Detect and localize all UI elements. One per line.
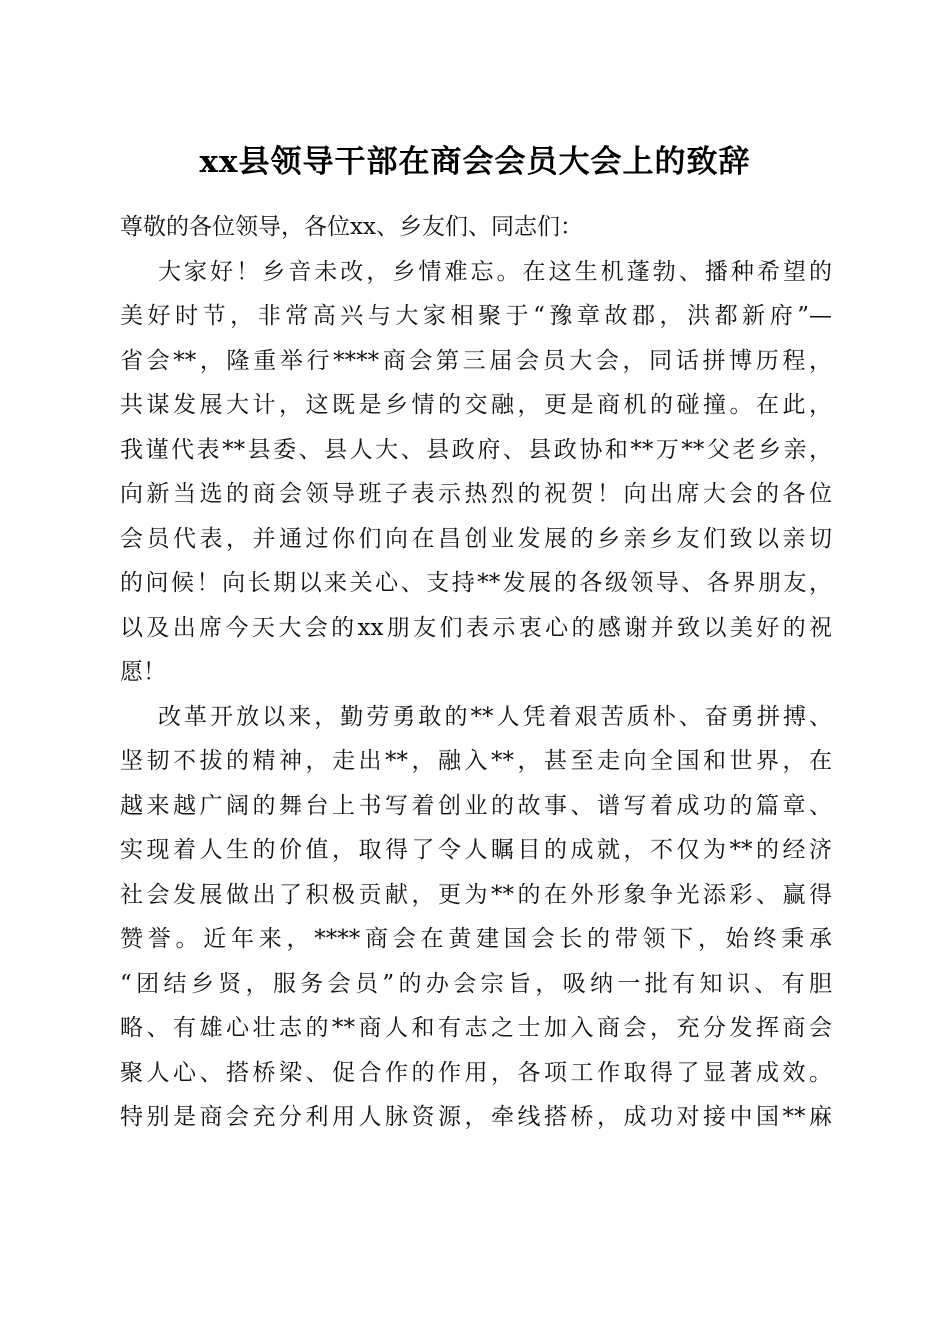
paragraph-1-line: 共谋发展大计，这既是乡情的交融，更是商机的碰撞。在此， [120, 392, 832, 418]
paragraph-1-line: 愿！ [120, 659, 166, 685]
paragraph-2-line: 聚人心、搭桥梁、促合作的作用，各项工作取得了显著成效。 [120, 1059, 832, 1086]
paragraph-1-line: 美好时节，非常高兴与大家相聚于“豫章故郡，洪都新府”— [120, 303, 832, 329]
paragraph-2-line: 越来越广阔的舞台上书写着创业的故事、谱写着成功的篇章、 [120, 792, 832, 819]
paragraph-1-line: 省会**，隆重举行****商会第三届会员大会，同话拼博历程， [120, 347, 832, 374]
paragraph-1-line: 的问候！向长期以来关心、支持**发展的各级领导、各界朋友， [120, 570, 832, 596]
paragraph-2-line: 特别是商会充分利用人脉资源，牵线搭桥，成功对接中国**麻 [120, 1104, 832, 1130]
paragraph-1-line: 会员代表，并通过你们向在昌创业发展的乡亲乡友们致以亲切 [120, 525, 832, 552]
paragraph-1-line: 我谨代表**县委、县人大、县政府、县政协和**万**父老乡亲， [120, 436, 832, 463]
paragraph-1-line: 以及出席今天大会的xx朋友们表示衷心的感谢并致以美好的祝 [120, 614, 832, 641]
paragraph-2-line: 略、有雄心壮志的**商人和有志之士加入商会，充分发挥商会 [120, 1015, 832, 1041]
paragraph-1-line: 大家好！乡音未改，乡情难忘。在这生机蓬勃、播种希望的 [158, 258, 832, 285]
paragraph-1-line: 向新当选的商会领导班子表示热烈的祝贺！向出席大会的各位 [120, 481, 832, 507]
salutation-line: 尊敬的各位领导，各位xx、乡友们、同志们： [120, 214, 583, 240]
document-body [120, 205, 832, 1140]
paragraph-2-line: 坚韧不拔的精神，走出**，融入**，甚至走向全国和世界，在 [120, 748, 832, 774]
paragraph-2-line: “团结乡贤，服务会员”的办会宗旨，吸纳一批有知识、有胆 [120, 970, 832, 997]
paragraph-2-line: 实现着人生的价值，取得了令人瞩目的成就，不仅为**的经济 [120, 837, 832, 863]
paragraph-2-line: 社会发展做出了积极贡献，更为**的在外形象争光添彩、赢得 [120, 881, 832, 908]
page-title: xx县领导干部在商会会员大会上的致辞 [199, 144, 751, 180]
paragraph-2-line: 改革开放以来，勤劳勇敢的**人凭着艰苦质朴、奋勇拼搏、 [158, 703, 832, 730]
paragraph-2-line: 赞誉。近年来，****商会在黄建国会长的带领下，始终秉承 [120, 926, 832, 952]
